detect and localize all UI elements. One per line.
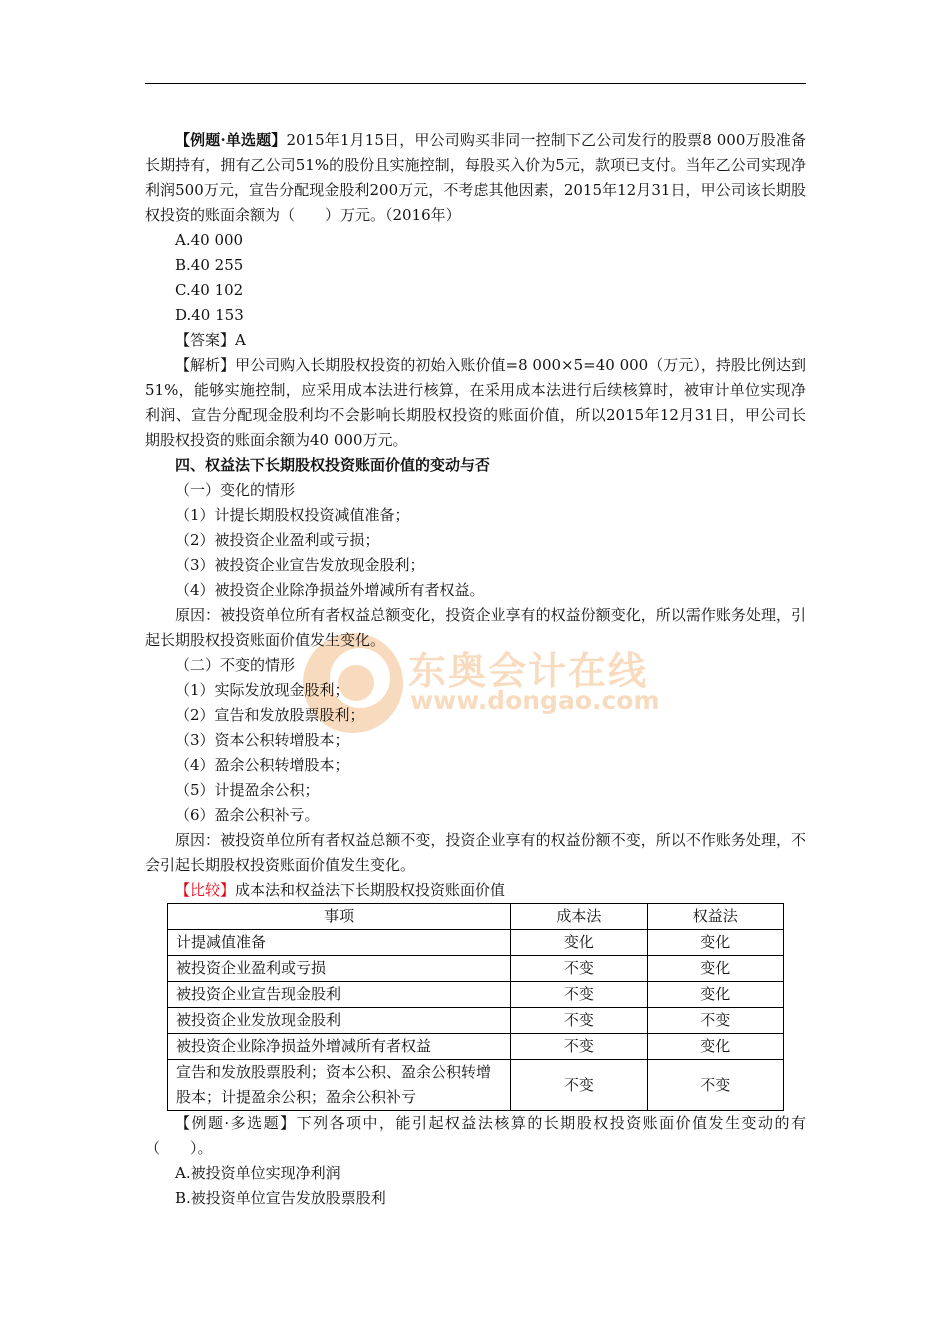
- compare-tag: 【比较】: [175, 881, 236, 899]
- example2-tag: 【例题·多选题】: [175, 1114, 297, 1132]
- table-cell: 不变: [511, 956, 647, 982]
- table-header-row: [168, 904, 784, 930]
- table-header: 成本法: [511, 904, 647, 930]
- header-rule: [145, 83, 806, 84]
- table-row: [168, 982, 784, 1008]
- table-cell: 不变: [511, 1034, 647, 1060]
- table-row: [168, 930, 784, 956]
- document-body: [145, 128, 806, 1211]
- example1-answer: 【答案】A: [175, 331, 246, 349]
- table-cell: 不变: [511, 982, 647, 1008]
- table-cell: 变化: [647, 956, 783, 982]
- change-title: （一）变化的情形: [175, 481, 296, 499]
- section-heading: 四、权益法下长期股权投资账面价值的变动与否: [175, 456, 491, 474]
- option: C.40 102: [175, 281, 244, 299]
- list-item: （3）被投资企业宣告发放现金股利；: [175, 556, 425, 574]
- option: D.40 153: [175, 306, 244, 324]
- table-cell: 计提减值准备: [168, 930, 511, 956]
- option: A.被投资单位实现净利润: [175, 1164, 341, 1182]
- table-row: [168, 1060, 784, 1111]
- table-row: [168, 1008, 784, 1034]
- example1-question: 【例题·单选题】2015年1月15日，甲公司购买非同一控制下乙公司发行的股票8 000万股准备长期持有，拥有乙公司51%的股份且实施控制，每股买入价为5元，款项已支付。当年乙公司实现净利润500万元，宣告分配现金股利200万元，不考虑其他因素，2015年12月31日，甲公司该长期股权投资的账面余额为（ ）万元。（2016年）: [145, 131, 806, 224]
- table-cell: 不变: [647, 1060, 783, 1111]
- table-cell: 变化: [511, 930, 647, 956]
- option: B.被投资单位宣告发放股票股利: [175, 1189, 386, 1207]
- table-cell: 被投资企业宣告现金股利: [168, 982, 511, 1008]
- change-reason: 原因：被投资单位所有者权益总额变化，投资企业享有的权益份额变化，所以需作账务处理，引起长期股权投资账面价值发生变化。: [145, 606, 806, 649]
- table-cell: 被投资企业盈利或亏损: [168, 956, 511, 982]
- table-cell: 变化: [647, 930, 783, 956]
- list-item: （6）盈余公积补亏。: [175, 806, 320, 824]
- watermark-url: www.dongao.com: [410, 686, 660, 715]
- nochange-reason: 原因：被投资单位所有者权益总额不变，投资企业享有的权益份额不变，所以不作账务处理，不会引起长期股权投资账面价值发生变化。: [145, 831, 806, 874]
- list-item: （5）计提盈余公积；: [175, 781, 320, 799]
- list-item: （3）资本公积转增股本；: [175, 731, 350, 749]
- compare-table: [167, 903, 784, 1111]
- list-item: （2）宣告和发放股票股利；: [175, 706, 365, 724]
- table-cell: 不变: [647, 1008, 783, 1034]
- table-header: 事项: [168, 904, 511, 930]
- table-cell: 不变: [511, 1008, 647, 1034]
- list-item: （4）被投资企业除净损益外增减所有者权益。: [175, 581, 485, 599]
- table-row: [168, 1034, 784, 1060]
- example2-question: 【例题·多选题】下列各项中，能引起权益法核算的长期股权投资账面价值发生变动的有（ ）。: [145, 1114, 806, 1157]
- table-cell: 被投资企业发放现金股利: [168, 1008, 511, 1034]
- list-item: （4）盈余公积转增股本；: [175, 756, 350, 774]
- table-row: [168, 956, 784, 982]
- option: B.40 255: [175, 256, 244, 274]
- example1-tag: 【例题·单选题】: [175, 131, 287, 149]
- compare-caption: 【比较】成本法和权益法下长期股权投资账面价值: [175, 881, 506, 899]
- option: A.40 000: [175, 231, 244, 249]
- list-item: （1）计提长期股权投资减值准备；: [175, 506, 410, 524]
- list-item: （2）被投资企业盈利或亏损；: [175, 531, 380, 549]
- table-cell: 被投资企业除净损益外增减所有者权益: [168, 1034, 511, 1060]
- table-cell: 宣告和发放股票股利；资本公积、盈余公积转增股本；计提盈余公积；盈余公积补亏: [168, 1060, 511, 1111]
- list-item: （1）实际发放现金股利；: [175, 681, 350, 699]
- table-cell: 不变: [511, 1060, 647, 1111]
- table-cell: 变化: [647, 982, 783, 1008]
- example1-analysis: 【解析】甲公司购入长期股权投资的初始入账价值=8 000×5=40 000（万元），持股比例达到51%，能够实施控制，应采用成本法进行核算，在采用成本法进行后续核算时，被审计单位实现净利润、宣告分配现金股利均不会影响长期股权投资的账面价值，所以2015年12月31日，甲公司长期股权投资的账面余额为40 000万元。: [145, 356, 806, 449]
- nochange-title: （二）不变的情形: [175, 656, 296, 674]
- table-cell: 变化: [647, 1034, 783, 1060]
- table-header: 权益法: [647, 904, 783, 930]
- watermark-name: 东奥会计在线: [408, 649, 649, 693]
